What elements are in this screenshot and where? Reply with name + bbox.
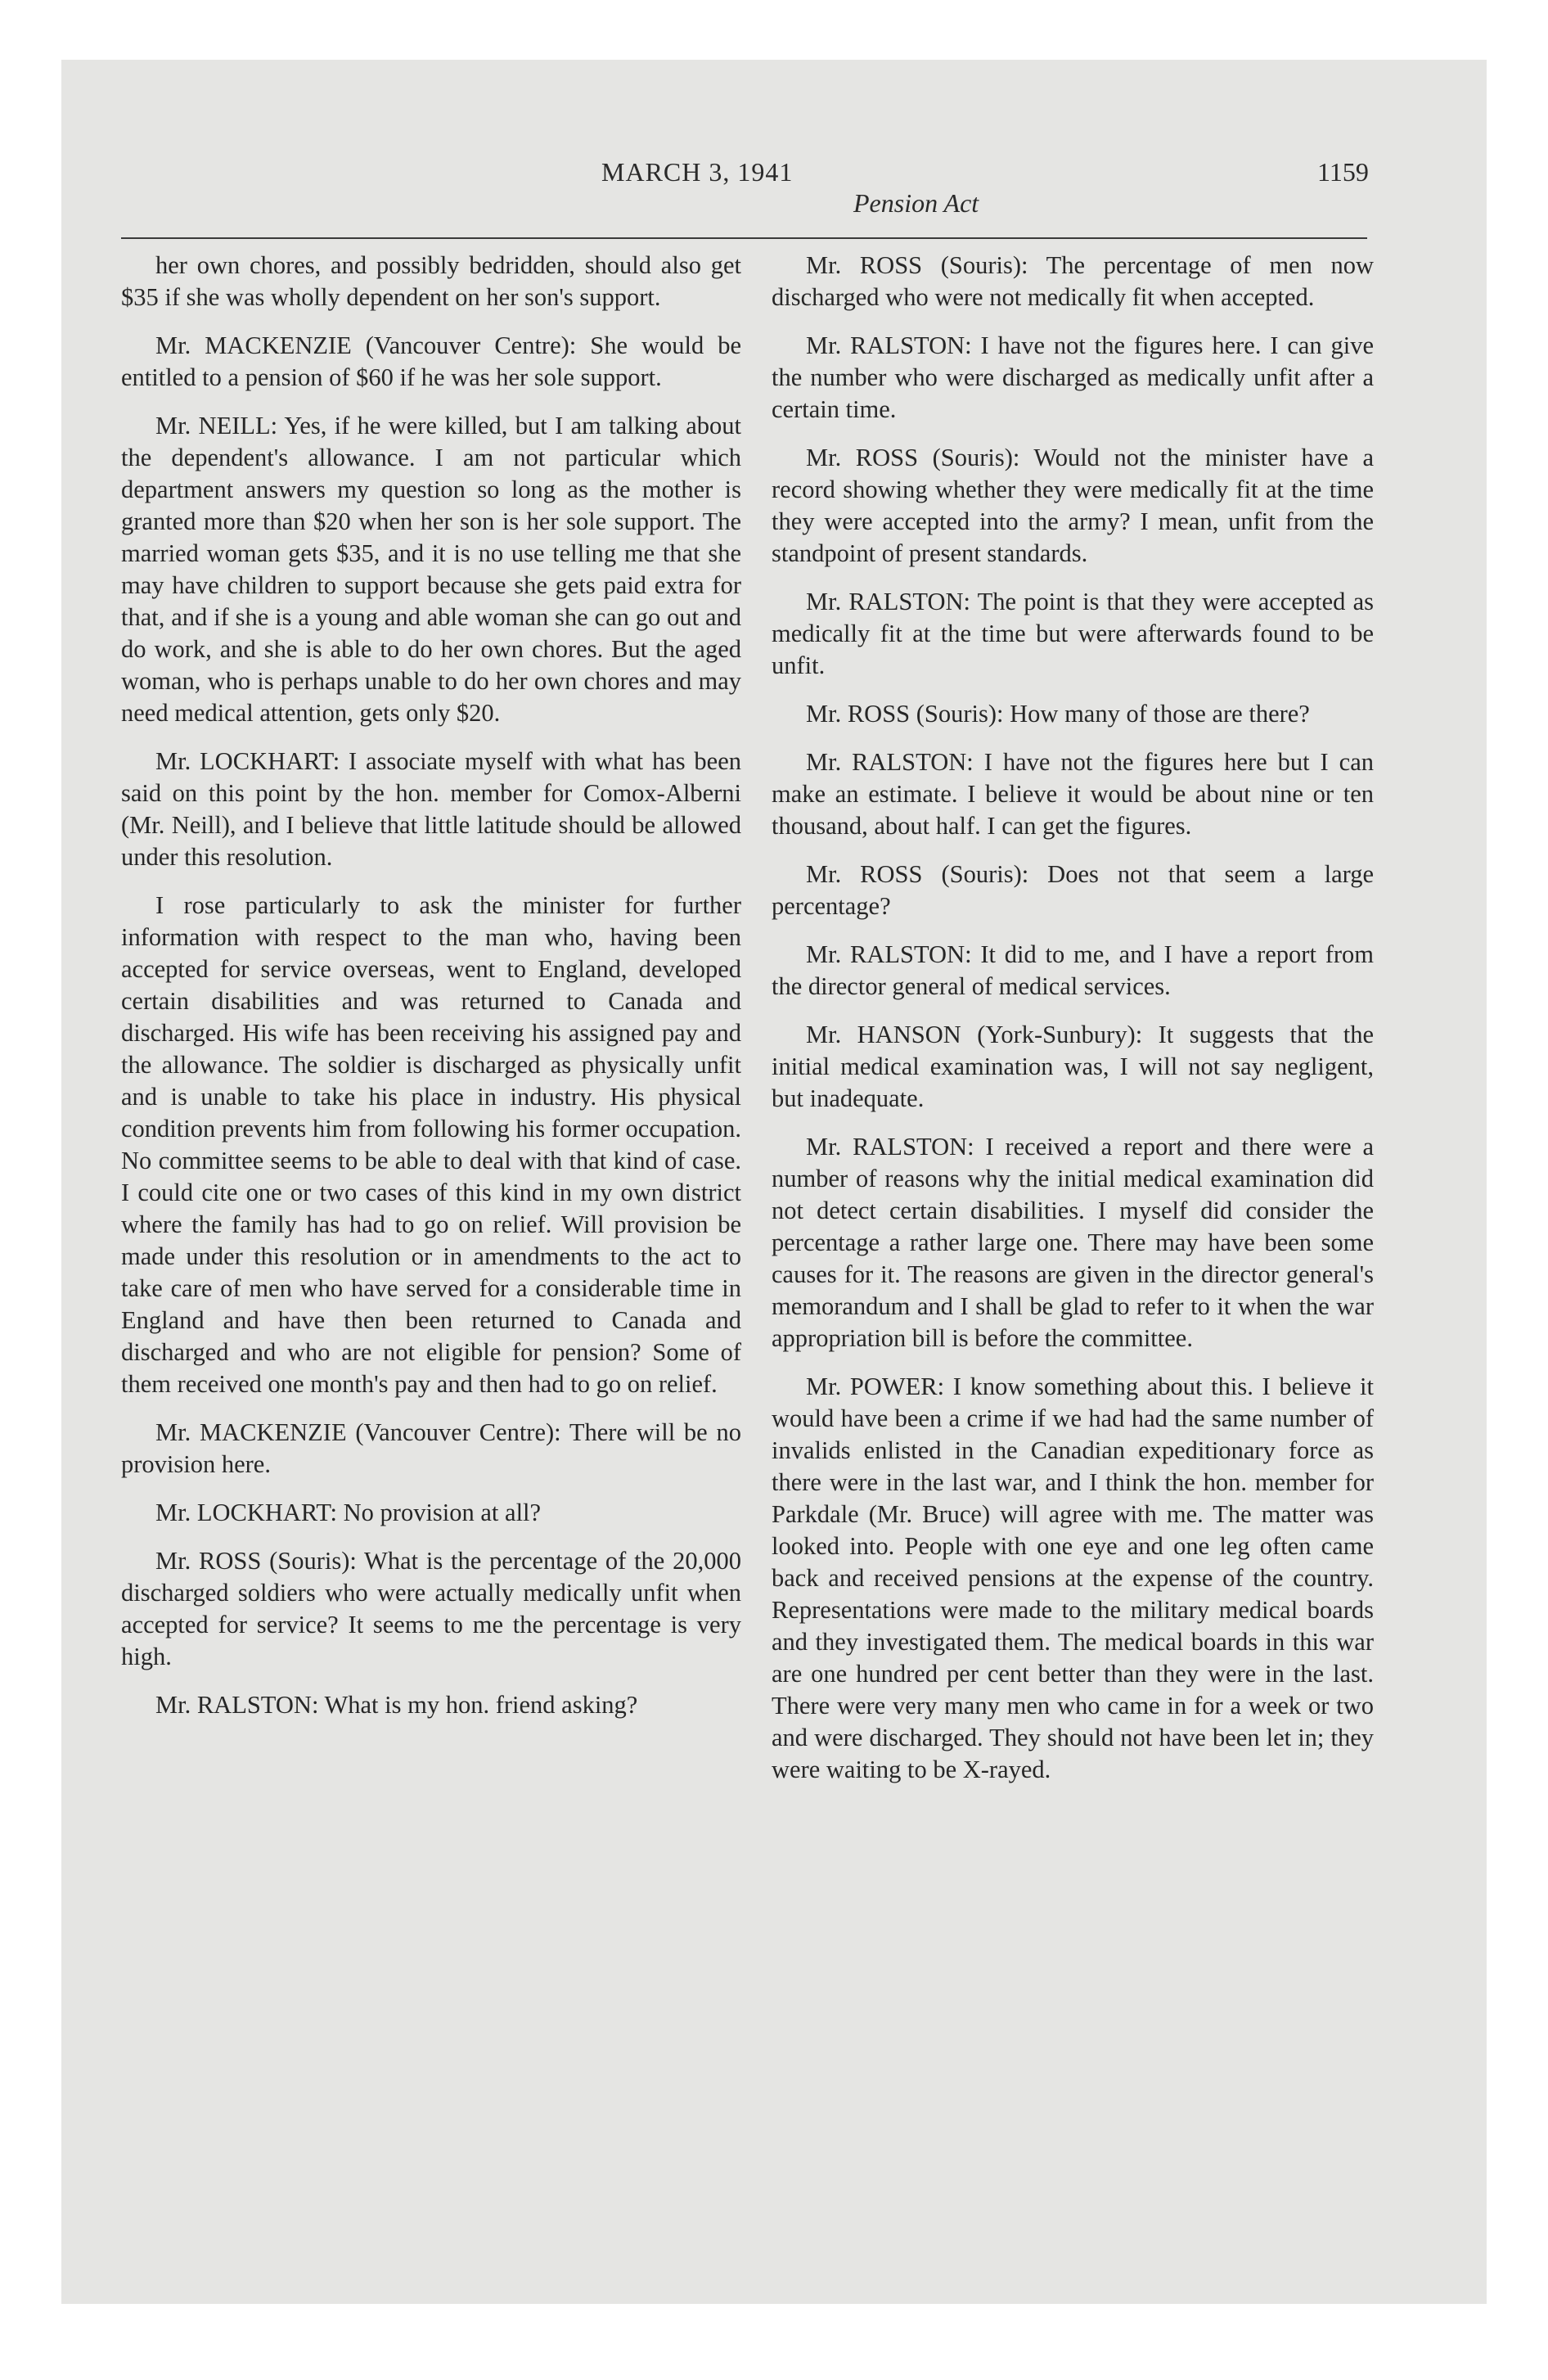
right-column: [772, 250, 1374, 1802]
paragraph: Mr. RALSTON: What is my hon. friend asking?: [155, 1691, 638, 1719]
paragraph: Mr. NEILL: Yes, if he were killed, but I am talking about the dependent's allowance. I am not particular which department answers my question so long as the mother is granted more than $20 when her son is her sole support. The married woman gets $35, and it is no use telling me that she may have children to support because she gets paid extra for that, and if she is a young and able woman she can go out and do work, and she is able to do her own chores. But the aged woman, who is perhaps unable to do her own chores and may need medical attention, gets only $20.: [121, 412, 741, 727]
paragraph: Mr. LOCKHART: No provision at all?: [155, 1499, 542, 1526]
paragraph: her own chores, and possibly bedridden, should also get $35 if she was wholly dependent on her son's support.: [121, 251, 741, 311]
paragraph: Mr. RALSTON: I received a report and there were a number of reasons why the initial medical examination did not detect certain disabilities. I myself did consider the percentage a rather large one. There may have been some causes for it. The reasons are given in the director general's memorandum and I shall be glad to refer to it when the war appropriation bill is before the committee.: [772, 1133, 1374, 1352]
paragraph: Mr. MACKENZIE (Vancouver Centre): She would be entitled to a pension of $60 if he was her sole support.: [121, 331, 741, 391]
paragraph: I rose particularly to ask the minister for further information with respect to the man who, having been accepted for service overseas, went to England, developed certain disabilities and was returned to Canada and discharged. His wife has been receiving his assigned pay and the allowance. The soldier is discharged as physically unfit and is unable to take his place in industry. His physical condition prevents him from following his former occupation. No committee seems to be able to deal with that kind of case. I could cite one or two cases of this kind in my own district where the family has had to go on relief. Will provision be made under this resolution or in amendments to the act to take care of men who have served for a considerable time in England and have then been returned to Canada and discharged and who are not eligible for pension? Some of them received one month's pay and then had to go on relief.: [121, 891, 741, 1398]
paragraph: Mr. LOCKHART: I associate myself with what has been said on this point by the hon. member for Comox-Alberni (Mr. Neill), and I believe that little latitude should be allowed under this resolution.: [121, 747, 741, 871]
paragraph: Mr. ROSS (Souris): How many of those are there?: [806, 700, 1310, 728]
page-number: 1159: [1317, 157, 1369, 187]
left-column: [121, 250, 741, 1738]
header-subtitle: Pension Act: [853, 188, 979, 218]
paragraph: Mr. RALSTON: It did to me, and I have a report from the director general of medical services.: [772, 940, 1374, 1000]
paragraph: Mr. ROSS (Souris): Would not the minister have a record showing whether they were medically fit at the time they were accepted into the army? I mean, unfit from the standpoint of present standards.: [772, 444, 1374, 567]
page-header: [0, 98, 1548, 221]
header-date: MARCH 3, 1941: [601, 157, 794, 187]
paragraph: Mr. ROSS (Souris): What is the percentage of the 20,000 discharged soldiers who were actually medically unfit when accepted for service? It seems to me the percentage is very high.: [121, 1547, 741, 1670]
paragraph: Mr. RALSTON: I have not the figures here. I can give the number who were discharged as medically unfit after a certain time.: [772, 331, 1374, 423]
paragraph: Mr. ROSS (Souris): Does not that seem a large percentage?: [772, 860, 1374, 920]
paragraph: Mr. MACKENZIE (Vancouver Centre): There will be no provision here.: [121, 1418, 741, 1478]
paragraph: Mr. ROSS (Souris): The percentage of men now discharged who were not medically fit when accepted.: [772, 251, 1374, 311]
paragraph: Mr. RALSTON: I have not the figures here but I can make an estimate. I believe it would be about nine or ten thousand, about half. I can get the figures.: [772, 748, 1374, 840]
paragraph: Mr. POWER: I know something about this. I believe it would have been a crime if we had had the same number of invalids enlisted in the Canadian expeditionary force as there were in the last war, and I think the hon. member for Parkdale (Mr. Bruce) will agree with me. The matter was looked into. People with one eye and one leg often came back and received pensions at the expense of the country. Representations were made to the military medical boards and they investigated them. The medical boards in this war are one hundred per cent better than they were in the last. There were very many men who came in for a week or two and were discharged. They should not have been let in; they were waiting to be X-rayed.: [772, 1373, 1374, 1783]
paragraph: Mr. HANSON (York-Sunbury): It suggests that the initial medical examination was, I will not say negligent, but inadequate.: [772, 1021, 1374, 1112]
header-rule: [121, 237, 1367, 239]
paragraph: Mr. RALSTON: The point is that they were accepted as medically fit at the time but were afterwards found to be unfit.: [772, 588, 1374, 679]
